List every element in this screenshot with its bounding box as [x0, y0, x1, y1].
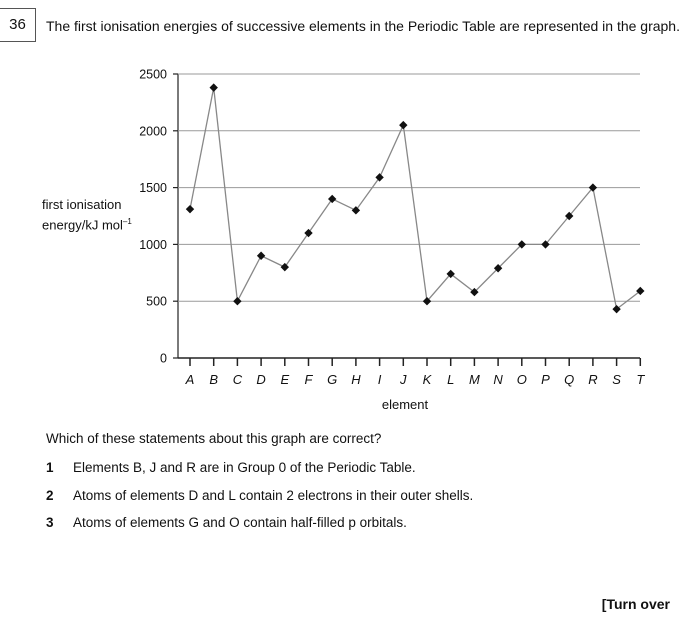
y-axis-label-line1: first ionisation: [42, 197, 122, 212]
x-tick-label: M: [468, 372, 480, 387]
y-axis-label-superscript: –1: [122, 217, 132, 226]
x-tick-label: N: [493, 372, 503, 387]
x-tick-label: O: [516, 372, 527, 387]
x-tick-label: K: [422, 372, 432, 387]
intro-text: The first ionisation energies of successive elements in the Periodic Table are represented in the graph.: [46, 18, 680, 34]
x-tick-label: J: [400, 372, 407, 387]
y-axis-label-line2: energy/kJ mol: [42, 217, 123, 233]
data-point-marker: [257, 252, 265, 260]
y-tick-label: 0: [160, 351, 167, 366]
x-tick-label: C: [232, 372, 243, 387]
x-tick-label: D: [256, 372, 266, 387]
x-tick-label: F: [304, 372, 313, 387]
y-tick-label: 500: [146, 294, 167, 309]
x-tick-label: S: [612, 372, 621, 387]
y-tick-label: 2500: [139, 67, 167, 82]
x-tick-label: E: [280, 372, 290, 387]
statement-text: Atoms of elements D and L contain 2 electrons in their outer shells.: [73, 488, 474, 503]
statement-number: 2: [46, 488, 54, 503]
question-text: Which of these statements about this graph are correct?: [46, 431, 382, 446]
turn-over-footer: [Turn over: [601, 596, 670, 612]
x-axis-title: element: [381, 397, 429, 412]
data-point-marker: [399, 121, 407, 129]
y-tick-label: 1500: [139, 181, 167, 196]
x-tick-label: A: [185, 372, 195, 387]
x-tick-label: B: [209, 372, 219, 387]
x-tick-label: T: [636, 372, 645, 387]
x-tick-label: Q: [564, 372, 575, 387]
data-point-marker: [328, 195, 336, 203]
data-point-marker: [186, 205, 194, 213]
data-point-marker: [304, 229, 312, 237]
data-point-marker: [233, 297, 241, 305]
x-tick-label: P: [541, 372, 550, 387]
y-tick-label: 2000: [139, 124, 167, 139]
data-point-marker: [210, 83, 218, 91]
question-number: 36: [9, 16, 26, 33]
statement-text: Elements B, J and R are in Group 0 of the Periodic Table.: [73, 460, 416, 475]
x-tick-label: L: [447, 372, 455, 387]
x-tick-label: I: [377, 372, 382, 387]
data-point-marker: [281, 263, 289, 271]
data-point-marker: [352, 206, 360, 214]
statement-number: 1: [46, 460, 54, 475]
data-point-marker: [375, 173, 383, 181]
x-tick-label: R: [588, 372, 598, 387]
y-tick-label: 1000: [139, 237, 167, 252]
x-tick-label: G: [327, 372, 338, 387]
statement-text: Atoms of elements G and O contain half-filled p orbitals.: [73, 515, 407, 530]
series-line: [190, 88, 640, 310]
x-tick-label: H: [351, 372, 361, 387]
statement-number: 3: [46, 515, 54, 530]
